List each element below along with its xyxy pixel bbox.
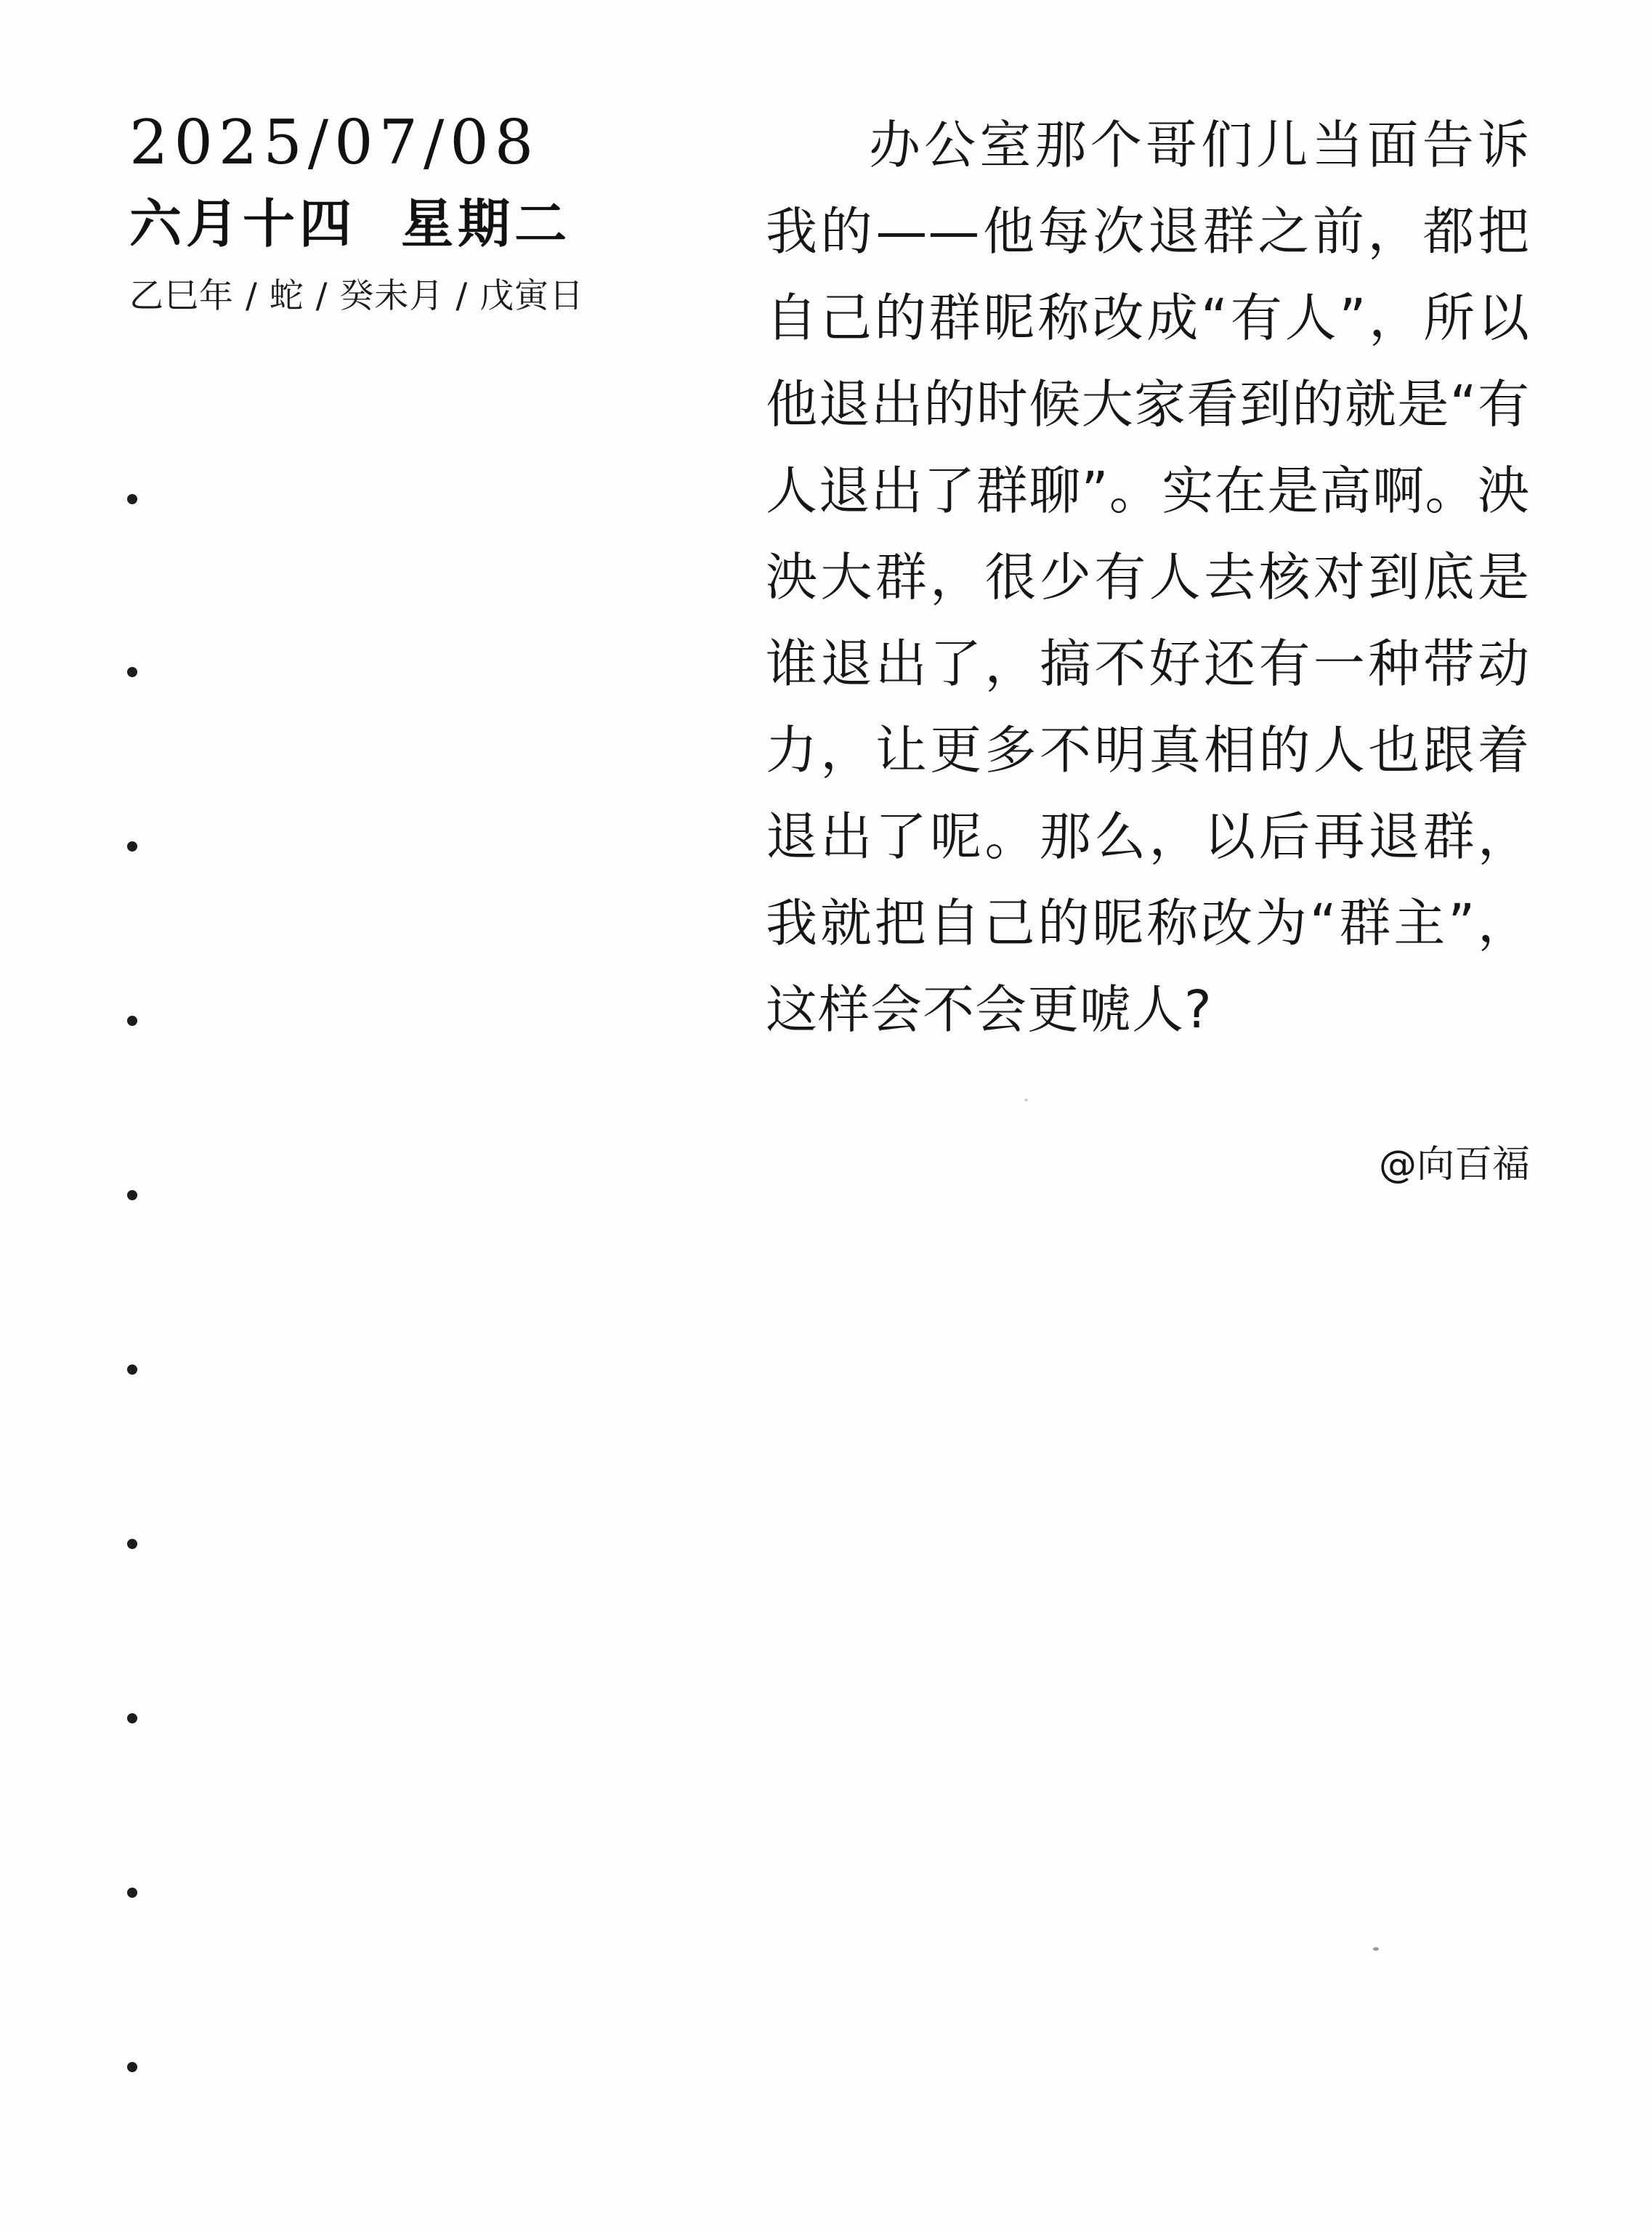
bullet-dot xyxy=(127,1016,137,1026)
bullet-dot xyxy=(127,494,137,504)
paper-speck xyxy=(1024,1099,1028,1101)
gregorian-date: 2025/07/08 xyxy=(129,107,540,178)
bullet-dot xyxy=(127,667,137,677)
author-signature: @向百福 xyxy=(1378,1143,1530,1186)
article-body: 办公室那个哥们儿当面告诉我的——他每次退群之前，都把自己的群昵称改成“有人”，所以他退出的时候大家看到的就是“有人退出了群聊”。实在是高啊。泱泱大群，很少有人去核对到底是谁退出了，搞不好还有一种带动力，让更多不明真相的人也跟着退出了呢。那么，以后再退群，我就把自己的昵称改为“群主”，这样会不会更唬人? xyxy=(766,115,1530,1040)
bullet-dot xyxy=(127,2062,137,2072)
date-header xyxy=(129,102,652,323)
bullet-dot xyxy=(127,1190,137,1200)
bullet-dot xyxy=(127,1888,137,1898)
paper-speck xyxy=(1373,1947,1379,1951)
ganzhi-date: 乙巳年 / 蛇 / 癸未月 / 戊寅日 xyxy=(129,276,585,316)
bullet-dot xyxy=(127,841,137,852)
bullet-dot xyxy=(127,1364,137,1375)
lunar-date-weekday: 六月十四 星期二 xyxy=(129,193,572,254)
bullet-dot xyxy=(127,1713,137,1723)
bullet-dot xyxy=(127,1539,137,1549)
